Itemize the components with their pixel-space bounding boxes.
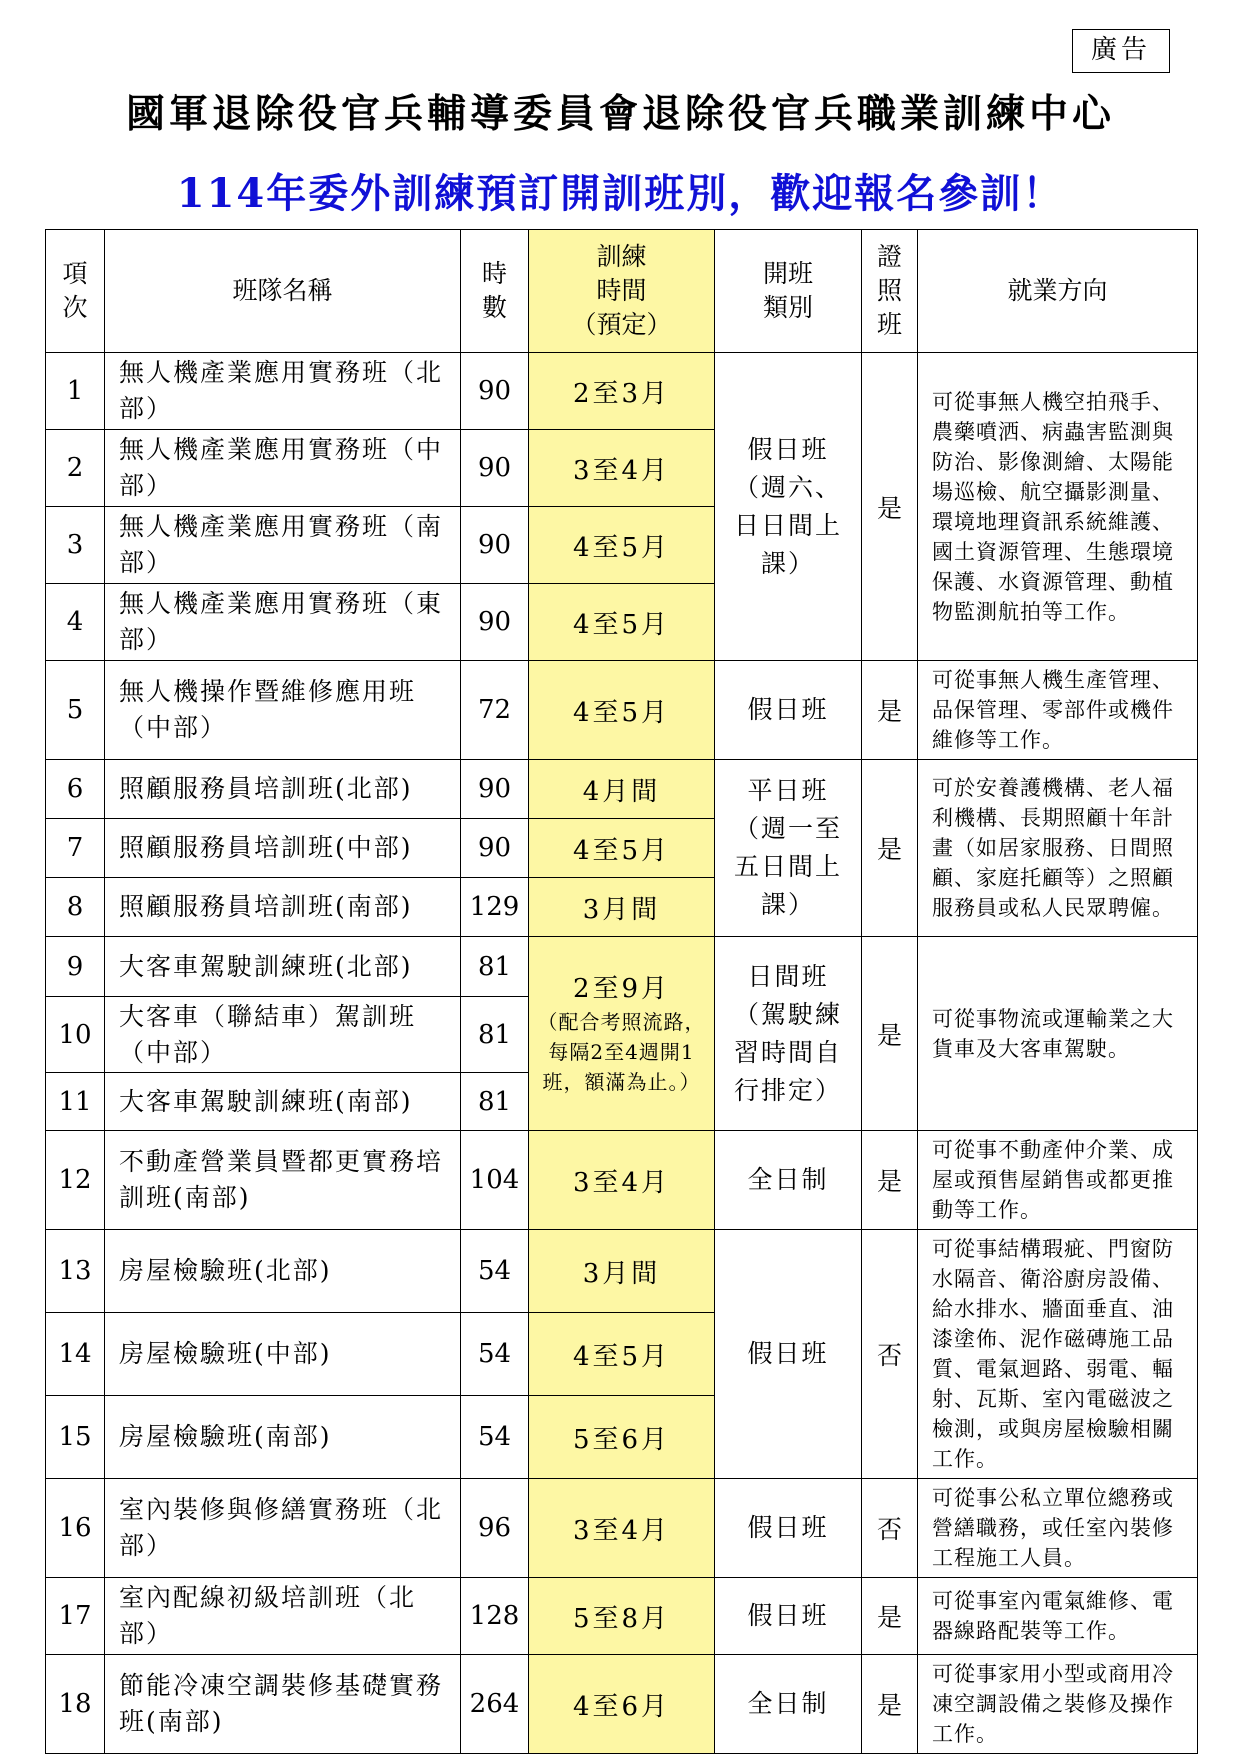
course-name: 房屋檢驗班(南部) (105, 1396, 461, 1479)
employment-direction: 可從事室內電氣維修、電器線路配裝等工作。 (918, 1578, 1198, 1655)
course-name: 大客車駕駛訓練班(北部) (105, 937, 461, 997)
row-no: 14 (46, 1313, 105, 1396)
employment-direction: 可從事結構瑕疵、門窗防水隔音、衛浴廚房設備、給水排水、牆面垂直、油漆塗佈、泥作磁磚施工品質、電氣迴路、弱電、輻射、瓦斯、室內電磁波之檢測，或與房屋檢驗相關工作。 (918, 1230, 1198, 1479)
course-hours: 72 (461, 661, 529, 760)
header-hours: 時 數 (461, 230, 529, 353)
course-name: 室內配線初級培訓班（北部） (105, 1578, 461, 1655)
license-flag: 是 (862, 760, 918, 937)
table-row (46, 1655, 1198, 1754)
course-hours: 128 (461, 1578, 529, 1655)
row-no: 16 (46, 1479, 105, 1578)
row-no: 8 (46, 878, 105, 937)
license-flag: 是 (862, 661, 918, 760)
class-type: 假日班 (715, 661, 862, 760)
course-name: 照顧服務員培訓班(北部) (105, 760, 461, 819)
course-hours: 96 (461, 1479, 529, 1578)
row-no: 10 (46, 997, 105, 1073)
course-hours: 90 (461, 353, 529, 430)
course-name: 無人機產業應用實務班（東部） (105, 584, 461, 661)
employment-direction: 可從事無人機生產管理、品保管理、零部件或機件維修等工作。 (918, 661, 1198, 760)
course-time-main: 2至9月 (572, 973, 671, 1004)
header-type: 開班 類別 (715, 230, 862, 353)
course-time: 3月間 (529, 1230, 715, 1313)
course-hours: 54 (461, 1313, 529, 1396)
license-flag: 否 (862, 1479, 918, 1578)
header-license: 證 照 班 (862, 230, 918, 353)
row-no: 1 (46, 353, 105, 430)
row-no: 15 (46, 1396, 105, 1479)
row-no: 17 (46, 1578, 105, 1655)
employment-direction: 可從事公私立單位總務或營繕職務，或任室內裝修工程施工人員。 (918, 1479, 1198, 1578)
license-flag: 是 (862, 1131, 918, 1230)
course-time-note: （配合考照流路，每隔2至4週開1班，額滿為止。） (537, 1009, 706, 1094)
employment-direction: 可從事不動產仲介業、成屋或預售屋銷售或都更推動等工作。 (918, 1131, 1198, 1230)
employment-direction: 可於安養護機構、老人福利機構、長期照顧十年計畫（如居家服務、日間照顧、家庭托顧等）之照顧服務員或私人民眾聘僱。 (918, 760, 1198, 937)
table-row (46, 353, 1198, 430)
course-name: 室內裝修與修繕實務班（北部） (105, 1479, 461, 1578)
row-no: 4 (46, 584, 105, 661)
course-time: 4至6月 (529, 1655, 715, 1754)
license-flag: 否 (862, 1230, 918, 1479)
row-no: 9 (46, 937, 105, 997)
table-row (46, 1578, 1198, 1655)
course-hours: 54 (461, 1230, 529, 1313)
class-type: 全日制 (715, 1131, 862, 1230)
table-row (46, 1230, 1198, 1313)
course-name: 房屋檢驗班(北部) (105, 1230, 461, 1313)
course-hours: 129 (461, 878, 529, 937)
license-flag: 是 (862, 1578, 918, 1655)
employment-direction: 可從事家用小型或商用冷凍空調設備之裝修及操作工作。 (918, 1655, 1198, 1754)
header-employment: 就業方向 (918, 230, 1198, 353)
course-time: 4至5月 (529, 507, 715, 584)
course-time: 3至4月 (529, 430, 715, 507)
course-name: 大客車駕駛訓練班(南部) (105, 1073, 461, 1131)
course-time: 4至5月 (529, 819, 715, 878)
table-header-row (46, 230, 1198, 353)
employment-direction: 可從事無人機空拍飛手、農藥噴洒、病蟲害監測與防治、影像測繪、太陽能場巡檢、航空攝影測量、環境地理資訊系統維護、國土資源管理、生態環境保護、水資源管理、動植物監測航拍等工作。 (918, 353, 1198, 661)
table-row (46, 661, 1198, 760)
course-time: 3至4月 (529, 1479, 715, 1578)
license-flag: 是 (862, 353, 918, 661)
course-hours: 90 (461, 430, 529, 507)
course-hours: 90 (461, 819, 529, 878)
course-name: 大客車（聯結車）駕訓班（中部） (105, 997, 461, 1073)
row-no: 11 (46, 1073, 105, 1131)
course-name: 無人機產業應用實務班（中部） (105, 430, 461, 507)
row-no: 18 (46, 1655, 105, 1754)
course-time: 2至3月 (529, 353, 715, 430)
course-name: 節能冷凍空調裝修基礎實務班(南部) (105, 1655, 461, 1754)
course-hours: 104 (461, 1131, 529, 1230)
class-type: 全日制 (715, 1655, 862, 1754)
course-time: 4至5月 (529, 1313, 715, 1396)
course-hours: 264 (461, 1655, 529, 1754)
course-time (529, 937, 715, 1131)
course-time: 5至6月 (529, 1396, 715, 1479)
organization-title: 國軍退除役官兵輔導委員會退除役官兵職業訓練中心 (125, 91, 1115, 137)
course-name: 照顧服務員培訓班(南部) (105, 878, 461, 937)
header-time: 訓練 時間 （預定） (529, 230, 715, 353)
course-time: 3月間 (529, 878, 715, 937)
table-row (46, 1131, 1198, 1230)
course-hours: 81 (461, 997, 529, 1073)
table-row (46, 760, 1198, 819)
license-flag: 是 (862, 1655, 918, 1754)
class-type: 假日班 (715, 1230, 862, 1479)
course-time: 5至8月 (529, 1578, 715, 1655)
header-name: 班隊名稱 (105, 230, 461, 353)
page-subtitle: 114年委外訓練預訂開訓班別，歡迎報名參訓！ (176, 170, 1065, 217)
class-type: 日間班（駕駛練習時間自行排定） (715, 937, 862, 1131)
header-no: 項 次 (46, 230, 105, 353)
course-name: 無人機產業應用實務班（北部） (105, 353, 461, 430)
course-name: 房屋檢驗班(中部) (105, 1313, 461, 1396)
training-course-table (45, 229, 1198, 1754)
row-no: 6 (46, 760, 105, 819)
ad-label: 廣告 (1072, 29, 1170, 73)
course-hours: 54 (461, 1396, 529, 1479)
course-name: 無人機操作暨維修應用班（中部） (105, 661, 461, 760)
course-name: 無人機產業應用實務班（南部） (105, 507, 461, 584)
course-time: 4月間 (529, 760, 715, 819)
course-hours: 90 (461, 507, 529, 584)
table-row (46, 937, 1198, 997)
course-name: 不動產營業員暨都更實務培訓班(南部) (105, 1131, 461, 1230)
class-type: 假日班 (715, 1578, 862, 1655)
employment-direction: 可從事物流或運輸業之大貨車及大客車駕駛。 (918, 937, 1198, 1131)
row-no: 13 (46, 1230, 105, 1313)
course-hours: 81 (461, 1073, 529, 1131)
course-hours: 81 (461, 937, 529, 997)
course-name: 照顧服務員培訓班(中部) (105, 819, 461, 878)
class-type: 假日班（週六、日日間上課） (715, 353, 862, 661)
table-row (46, 1479, 1198, 1578)
row-no: 3 (46, 507, 105, 584)
course-time: 3至4月 (529, 1131, 715, 1230)
row-no: 5 (46, 661, 105, 760)
course-time: 4至5月 (529, 584, 715, 661)
row-no: 7 (46, 819, 105, 878)
class-type: 假日班 (715, 1479, 862, 1578)
course-time: 4至5月 (529, 661, 715, 760)
course-hours: 90 (461, 760, 529, 819)
course-hours: 90 (461, 584, 529, 661)
row-no: 2 (46, 430, 105, 507)
row-no: 12 (46, 1131, 105, 1230)
license-flag: 是 (862, 937, 918, 1131)
class-type: 平日班（週一至五日間上課） (715, 760, 862, 937)
